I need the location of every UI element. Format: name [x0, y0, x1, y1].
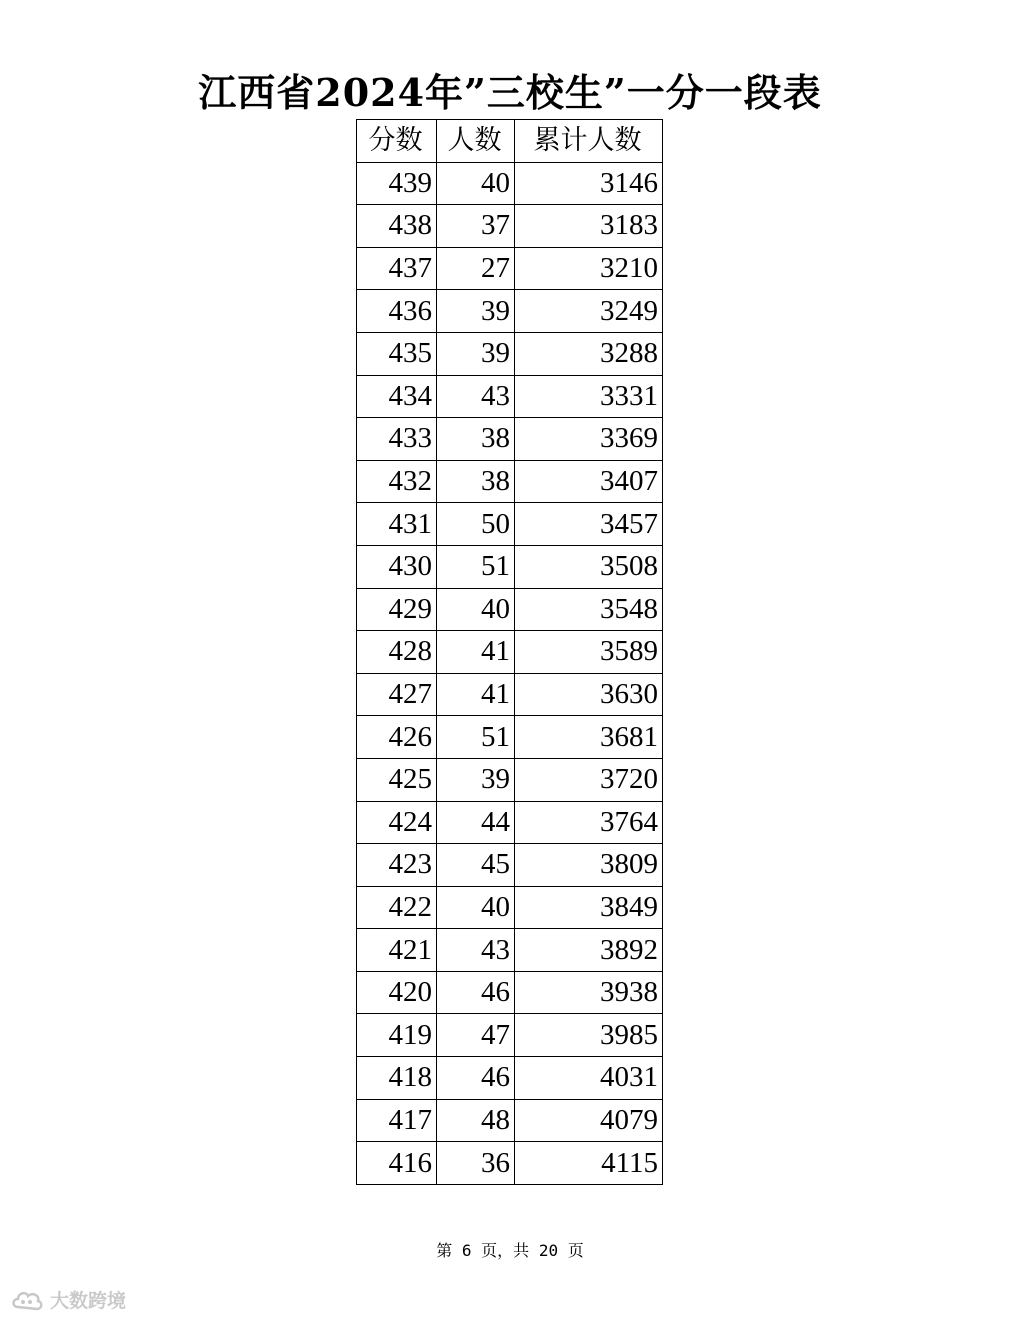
cell-count: 43: [437, 929, 515, 972]
cell-count: 40: [437, 886, 515, 929]
cell-score: 427: [357, 673, 437, 716]
cell-cumulative: 3548: [515, 588, 663, 631]
cell-score: 438: [357, 205, 437, 248]
cell-count: 50: [437, 503, 515, 546]
cell-count: 38: [437, 418, 515, 461]
table-row: [357, 844, 663, 887]
cell-cumulative: 3183: [515, 205, 663, 248]
cell-score: 431: [357, 503, 437, 546]
cell-count: 40: [437, 162, 515, 205]
cell-count: 37: [437, 205, 515, 248]
cell-cumulative: 4031: [515, 1057, 663, 1100]
cell-cumulative: 3809: [515, 844, 663, 887]
table-header-row: [357, 120, 663, 163]
score-table: [356, 119, 663, 1185]
table-row: [357, 503, 663, 546]
cell-count: 51: [437, 716, 515, 759]
table-row: [357, 1057, 663, 1100]
cell-score: 439: [357, 162, 437, 205]
cell-score: 422: [357, 886, 437, 929]
table-row: [357, 631, 663, 674]
table-row: [357, 758, 663, 801]
cell-cumulative: 3938: [515, 971, 663, 1014]
cell-count: 36: [437, 1142, 515, 1185]
cell-cumulative: 3681: [515, 716, 663, 759]
cell-score: 426: [357, 716, 437, 759]
cell-cumulative: 3288: [515, 332, 663, 375]
table-row: [357, 418, 663, 461]
cell-score: 430: [357, 545, 437, 588]
cell-score: 429: [357, 588, 437, 631]
cell-count: 39: [437, 758, 515, 801]
cell-cumulative: 4079: [515, 1099, 663, 1142]
page-title: 江西省2024年”三校生”一分一段表: [198, 70, 822, 115]
table-row: [357, 673, 663, 716]
cell-score: 417: [357, 1099, 437, 1142]
cell-count: 39: [437, 332, 515, 375]
table-row: [357, 290, 663, 333]
table-row: [357, 162, 663, 205]
table-row: [357, 929, 663, 972]
cell-cumulative: 3210: [515, 247, 663, 290]
table-row: [357, 247, 663, 290]
header-cumulative: 累计人数: [515, 120, 663, 163]
cell-score: 436: [357, 290, 437, 333]
table-row: [357, 332, 663, 375]
cell-score: 435: [357, 332, 437, 375]
cell-cumulative: 3331: [515, 375, 663, 418]
table-row: [357, 1014, 663, 1057]
table-row: [357, 588, 663, 631]
cell-cumulative: 3249: [515, 290, 663, 333]
cell-count: 44: [437, 801, 515, 844]
cell-cumulative: 4115: [515, 1142, 663, 1185]
cell-count: 27: [437, 247, 515, 290]
cell-count: 40: [437, 588, 515, 631]
table-row: [357, 1099, 663, 1142]
cloud-logo-icon: [10, 1287, 44, 1313]
cell-score: 432: [357, 460, 437, 503]
table-row: [357, 460, 663, 503]
cell-score: 425: [357, 758, 437, 801]
cell-score: 437: [357, 247, 437, 290]
cell-count: 39: [437, 290, 515, 333]
cell-score: 423: [357, 844, 437, 887]
header-count: 人数: [437, 120, 515, 163]
cell-score: 419: [357, 1014, 437, 1057]
header-score: 分数: [357, 120, 437, 163]
cell-count: 48: [437, 1099, 515, 1142]
cell-cumulative: 3892: [515, 929, 663, 972]
page-footer: 第 6 页，共 20 页: [436, 1241, 584, 1260]
cell-count: 41: [437, 673, 515, 716]
table-row: [357, 801, 663, 844]
table-row: [357, 716, 663, 759]
cell-cumulative: 3764: [515, 801, 663, 844]
cell-count: 47: [437, 1014, 515, 1057]
watermark: [10, 1286, 126, 1313]
cell-cumulative: 3630: [515, 673, 663, 716]
cell-cumulative: 3146: [515, 162, 663, 205]
cell-score: 428: [357, 631, 437, 674]
cell-count: 43: [437, 375, 515, 418]
table-row: [357, 971, 663, 1014]
cell-cumulative: 3457: [515, 503, 663, 546]
cell-score: 434: [357, 375, 437, 418]
table-row: [357, 545, 663, 588]
cell-cumulative: 3508: [515, 545, 663, 588]
cell-score: 418: [357, 1057, 437, 1100]
cell-count: 41: [437, 631, 515, 674]
cell-cumulative: 3589: [515, 631, 663, 674]
cell-cumulative: 3369: [515, 418, 663, 461]
cell-count: 45: [437, 844, 515, 887]
table-row: [357, 205, 663, 248]
cell-score: 421: [357, 929, 437, 972]
table-row: [357, 1142, 663, 1185]
table-row: [357, 375, 663, 418]
cell-count: 38: [437, 460, 515, 503]
cell-score: 433: [357, 418, 437, 461]
cell-cumulative: 3849: [515, 886, 663, 929]
cell-cumulative: 3720: [515, 758, 663, 801]
cell-count: 46: [437, 971, 515, 1014]
cell-cumulative: 3407: [515, 460, 663, 503]
watermark-text: 大数跨境: [50, 1290, 127, 1312]
cell-score: 416: [357, 1142, 437, 1185]
cell-count: 46: [437, 1057, 515, 1100]
cell-cumulative: 3985: [515, 1014, 663, 1057]
cell-count: 51: [437, 545, 515, 588]
cell-score: 420: [357, 971, 437, 1014]
cell-score: 424: [357, 801, 437, 844]
table-row: [357, 886, 663, 929]
